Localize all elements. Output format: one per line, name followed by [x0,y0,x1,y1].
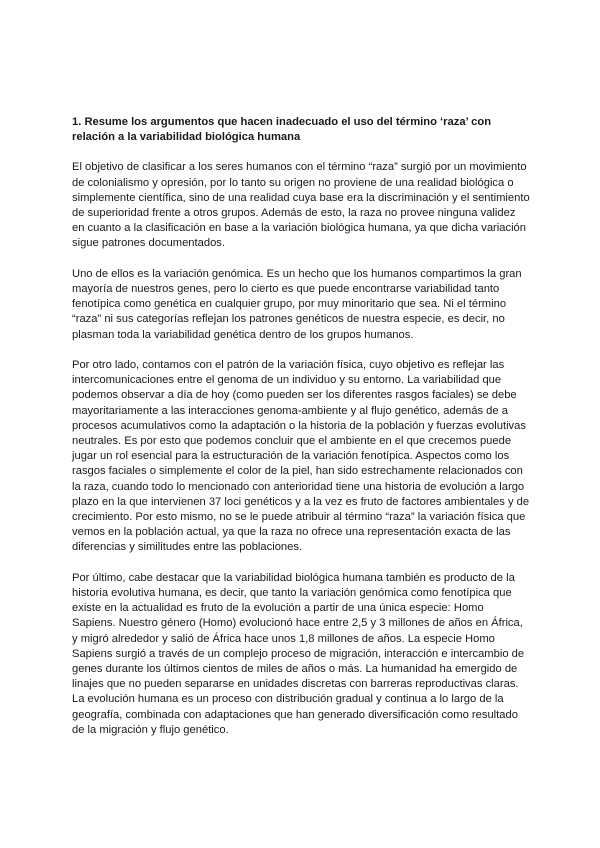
paragraph-physical-variation: Por otro lado, contamos con el patrón de la variación física, cuyo objetivo es reflejar las intercomunicaciones entre el genoma de un individuo y su entorno. La variabilidad que podemos observar a día de hoy (como pueden ser los diferentes rasgos faciales) se debe mayoritariamente a las interacciones genoma-ambiente y al flujo genético, además de a procesos acumulativos como la adaptación o la historia de la población y fuerzas evolutivas neutrales. Es por esto que podemos concluir que el ambiente en el que crecemos puede jugar un rol esencial para la estructuración de la variación fenotípica. Aspectos como los rasgos faciales o simplemente el color de la piel, han sido estrechamente relacionados con la raza, cuando todo lo mencionado con anterioridad tiene una historia de evolución a largo plazo en la que intervienen 37 loci genéticos y a la vez es fruto de factores ambientales y de crecimiento. Por esto mismo, no se le puede atribuir al término “raza” la variación física que vemos en la población actual, ya que la raza no ofrece una representación exacta de las diferencias y similitudes entre las poblaciones. [72,359,530,554]
paragraph-genomic-variation: Uno de ellos es la variación genómica. Es un hecho que los humanos compartimos la gran mayoría de nuestros genes, pero lo cierto es que puede encontrarse variabilidad tanto fenotípica como genética en cualquier grupo, por muy minoritario que sea. Ni el término “raza” ni sus categorías reflejan los patrones genéticos de nuestra especie, es decir, no plasman toda la variabilidad genética dentro de los grupos humanos. [72,267,522,341]
document-body [72,115,530,753]
paragraph-evolutionary-history: Por último, cabe destacar que la variabilidad biológica humana también es producto de la historia evolutiva humana, es decir, que tanto la variación genómica como fenotípica que existe en la actualidad es fruto de la evolución a partir de una única especie: Homo Sapiens. Nuestro género (Homo) evolucionó hace entre 2,5 y 3 millones de años en África, y migró alrededor y salió de África hace unos 1,8 millones de años. La especie Homo Sapiens surgió a través de un complejo proceso de migración, interacción e intercambio de genes durante los últimos cientos de miles de años o más. La humanidad ha emergido de linajes que no pueden separarse en unidades discretas con barreras reproductivas claras. La evolución humana es un proceso con distribución gradual y continua a lo largo de la geografía, combinada con adaptaciones que han generado diversificación como resultado de la migración y flujo genético. [72,571,525,736]
question-heading: 1. Resume los argumentos que hacen inadecuado el uso del término ‘raza’ con relación a la variabilidad biológica humana [72,116,492,144]
paragraph-origin-of-race: El objetivo de clasificar a los seres humanos con el término “raza” surgió por un movimiento de colonialismo y opresión, por lo tanto su origen no proviene de una realidad biológica o simplemente científica, sino de una realidad cuya base era la discriminación y el sentimiento de superioridad frente a otros grupos. Además de esto, la raza no provee ninguna validez en cuanto a la clasificación en base a la variación biológica humana, ya que dicha variación sigue patrones documentados. [72,161,530,250]
